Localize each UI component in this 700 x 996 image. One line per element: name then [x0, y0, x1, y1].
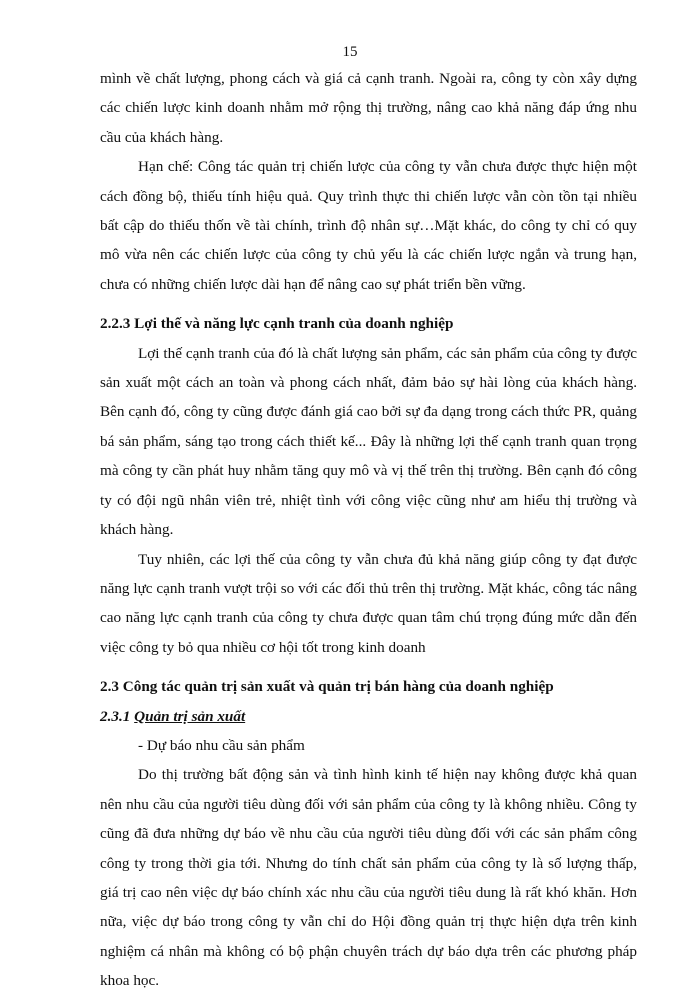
paragraph-however: Tuy nhiên, các lợi thế của công ty vẫn chưa đủ khả năng giúp công ty đạt được năng lực cạnh tranh vượt trội so với các đối thủ trên thị trường. Mặt khác, công tác nâng cao năng lực cạnh tranh của công ty chưa được quan tâm chú trọng đúng mức dẫn đến việc công ty bỏ qua nhiều cơ hội tốt trong kinh doanh	[100, 550, 637, 656]
paragraph-limitations: Hạn chế: Công tác quản trị chiến lược của công ty vẫn chưa được thực hiện một cách đồng bộ, thiếu tính hiệu quả. Quy trình thực thi chiến lược vẫn còn tồn tại nhiều bất cập do thiếu thốn về tài chính, trình độ nhân sự…Mặt khác, do công ty chỉ có quy mô vừa nên các chiến lược của công ty chủ yếu là các chiến lược ngắn và trung hạn, chưa có những chiến lược dài hạn để nâng cao sự phát triển bền vững.	[100, 158, 637, 293]
section-heading-2-3: 2.3 Công tác quản trị sản xuất và quản trị bán hàng của doanh nghiệp	[100, 678, 554, 696]
bullet-demand-forecast: - Dự báo nhu cầu sản phẩm	[138, 736, 305, 754]
paragraph-continuation: mình về chất lượng, phong cách và giá cả cạnh tranh. Ngoài ra, công ty còn xây dựng các chiến lược kinh doanh nhằm mở rộng thị trường, nâng cao khả năng đáp ứng nhu cầu của khách hàng.	[100, 70, 637, 146]
subsection-heading-2-3-1	[100, 702, 637, 731]
page-content	[100, 64, 637, 996]
subsection-title: Quản trị sản xuất	[134, 707, 246, 725]
paragraph-demand-forecast: Do thị trường bất động sản và tình hình kinh tế hiện nay không được khả quan nên nhu cầu của người tiêu dùng đối với sản phẩm của công ty là không nhiều. Công ty cũng đã đưa những dự báo về nhu cầu của người tiêu dùng đối với các sản phẩm công công ty trong thời gia tới. Nhưng do tính chất sản phẩm của công ty là số lượng thấp, giá trị cao nên việc dự báo chính xác nhu cầu của người tiêu dung là rất khó khăn. Hơn nữa, việc dự báo trong công ty vẫn chỉ do Hội đồng quản trị thực hiện dựa trên kinh nghiệm cá nhân mà không có bộ phận chuyên trách dự báo dựa trên các phương pháp khoa học.	[100, 766, 637, 990]
paragraph-competitive-advantage: Lợi thế cạnh tranh của đó là chất lượng sản phẩm, các sản phẩm của công ty được sản xuất một cách an toàn và phong cách nhất, đảm bảo sự hài lòng của khách hàng. Bên cạnh đó, công ty cũng được đánh giá cao bởi sự đa dạng trong cách thức PR, quảng bá sản phẩm, sáng tạo trong cách thiết kế... Đây là những lợi thế cạnh tranh quan trọng mà công ty cần phát huy nhằm tăng quy mô và vị thế trên thị trường. Bên cạnh đó công ty có đội ngũ nhân viên trẻ, nhiệt tình với công việc cũng như am hiểu thị trường và khách hàng.	[100, 344, 637, 539]
section-heading-2-2-3: 2.2.3 Lợi thế và năng lực cạnh tranh của doanh nghiệp	[100, 315, 454, 333]
page-number: 15	[342, 44, 358, 60]
subsection-number: 2.3.1	[100, 707, 131, 725]
